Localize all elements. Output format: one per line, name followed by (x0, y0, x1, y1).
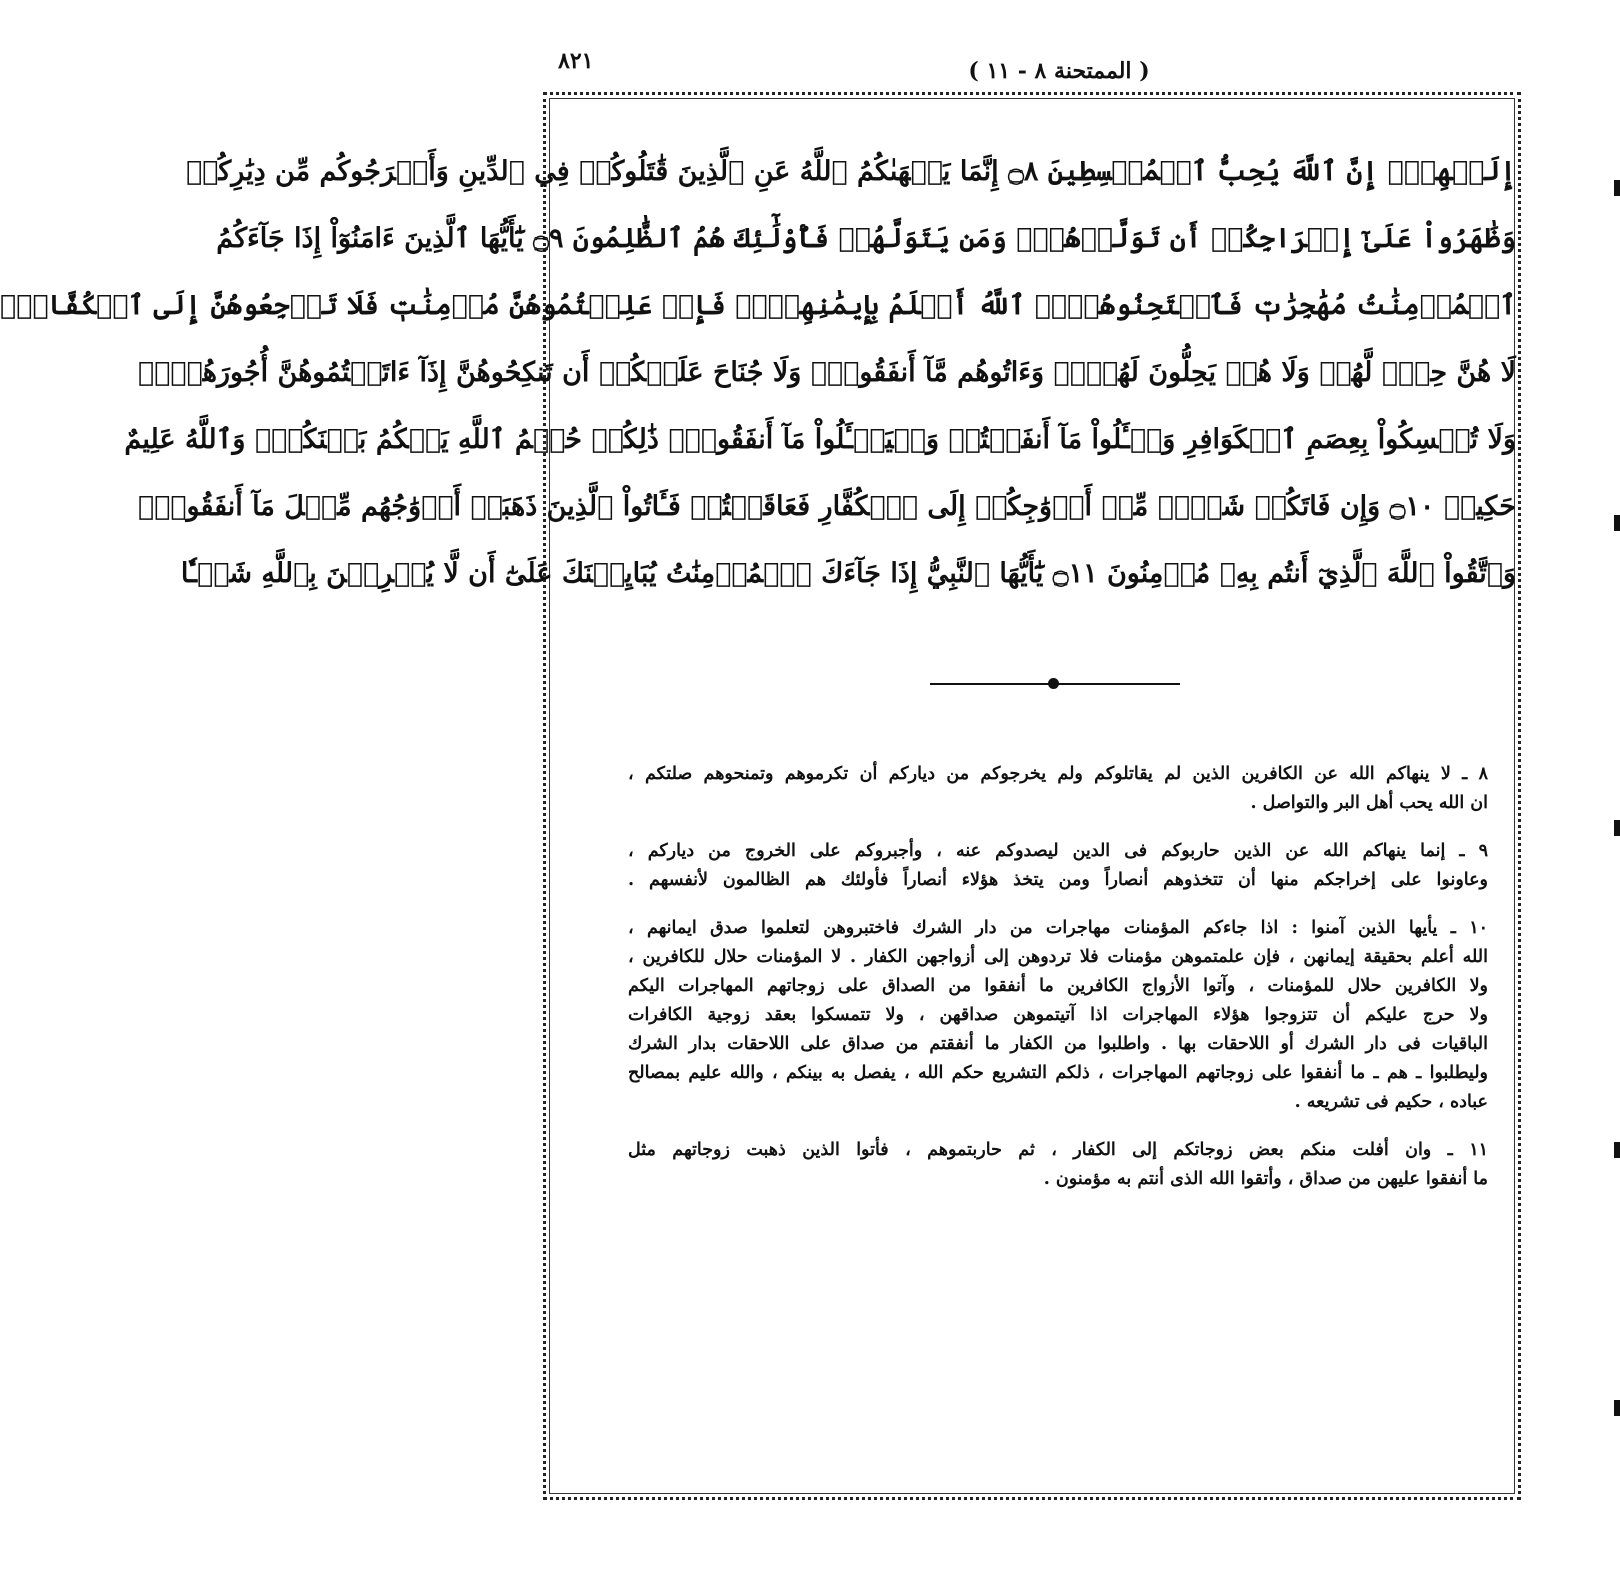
note-line: ان الله يحب أهل البر والتواصل . (1250, 793, 1488, 813)
note-line: ١٠ ـ يأيها الذين آمنوا : اذا جاءكم المؤمنات مهاجرات من دار الشرك فاختبروهن لتعلموا صدق ايمانهم ، (628, 918, 1488, 938)
note-line: ٩ ـ إنما ينهاكم الله عن الذين حاربوكم فى الدين ليصدوكم عنه ، وأجبروكم على الخروج من دياركم ، (628, 841, 1488, 861)
margin-mark (1614, 515, 1620, 531)
verse-line-3: ٱلۡمُؤۡمِنَٰتُ مُهَٰجِرَٰتٖ فَٱمۡتَحِنُوهُنَّۖ ٱللَّهُ أَعۡلَمُ بِإِيمَٰنِهِنَّۖ فَإِنۡ عَلِمۡتُمُوهُنَّ مُؤۡمِنَٰتٖ فَلَا تَرۡجِعُوهُنَّ إِلَى ٱلۡكُفَّارِۖ (0, 290, 1516, 321)
commentary-note-9 (628, 837, 1488, 895)
section-divider-dot (1048, 678, 1059, 689)
page-header: ( الممتحنة ٨ - ١١ ) (968, 58, 1150, 84)
note-line: وليطلبوا ـ هم ـ ما أنفقوا على زوجاتهم المهاجرات ، ذلكم التشريع حكم الله ، يفصل به بينكم ، والله عليم بمصالح (628, 1063, 1488, 1083)
margin-mark (1614, 1142, 1620, 1158)
commentary-note-8 (628, 760, 1488, 818)
margin-mark (1614, 1400, 1620, 1416)
verse-line-2: وَظَٰهَرُواْ عَلَىٰٓ إِخۡرَاجِكُمۡ أَن تَوَلَّوۡهُمۡۚ وَمَن يَتَوَلَّهُمۡ فَأُوْلَٰٓئِكَ هُمُ ٱلظَّٰلِمُونَ ۝٩ يَٰٓأَيُّهَا ٱلَّذِينَ ءَامَنُوٓاْ إِذَا جَآءَكُمُ (216, 223, 1516, 254)
verse-line-4: لَا هُنَّ حِلّٞ لَّهُمۡ وَلَا هُمۡ يَحِلُّونَ لَهُنَّۖ وَءَاتُوهُم مَّآ أَنفَقُواْۚ وَلَا جُنَاحَ عَلَيۡكُمۡ أَن تَنكِحُوهُنَّ إِذَآ ءَاتَيۡتُمُوهُنَّ أُجُورَهُنَّۚ (137, 357, 1516, 388)
verse-line-6: حَكِيمٞ ۝١٠ وَإِن فَاتَكُمۡ شَيۡءٞ مِّنۡ أَزۡوَٰجِكُمۡ إِلَى ٱلۡكُفَّارِ فَعَاقَبۡتُمۡ فَـَٔاتُواْ ٱلَّذِينَ ذَهَبَتۡ أَزۡوَٰجُهُم مِّثۡلَ مَآ أَنفَقُواْۚ (137, 491, 1516, 522)
margin-mark (1614, 180, 1620, 196)
commentary-block (628, 760, 1488, 1213)
verse-line-1: إِلَيۡهِمۡۚ إِنَّ ٱللَّهَ يُحِبُّ ٱلۡمُقۡسِطِينَ ۝٨ إِنَّمَا يَنۡهَىٰكُمُ ٱللَّهُ عَنِ ٱلَّذِينَ قَٰتَلُوكُمۡ فِي ٱلدِّينِ وَأَخۡرَجُوكُم مِّن دِيَٰرِكُمۡ (185, 156, 1516, 187)
verse-line-7: وَٱتَّقُواْ ٱللَّهَ ٱلَّذِيٓ أَنتُم بِهِۦ مُؤۡمِنُونَ ۝١١ يَٰٓأَيُّهَا ٱلنَّبِيُّ إِذَا جَآءَكَ ٱلۡمُؤۡمِنَٰتُ يُبَايِعۡنَكَ عَلَىٰٓ أَن لَّا يُشۡرِكۡنَ بِٱللَّهِ شَيۡـٔٗا (180, 558, 1516, 589)
margin-mark (1614, 820, 1620, 836)
note-line: ٨ ـ لا ينهاكم الله عن الكافرين الذين لم يقاتلوكم ولم يخرجوكم من دياركم أن تكرموهم وتمنحوهم صلتكم ، (628, 764, 1488, 784)
verse-block (0, 138, 1516, 607)
note-line: ما أنفقوا عليهن من صداق ، وأتقوا الله الذى أنتم به مؤمنون . (1043, 1169, 1488, 1189)
note-line: ١١ ـ وان أفلت منكم بعض زوجاتكم إلى الكفار ، ثم حاربتموهم ، فأتوا الذين ذهبت زوجاتهم مثل (628, 1140, 1488, 1160)
page-number: ٨٢١ (558, 48, 594, 74)
verse-line-5: وَلَا تُمۡسِكُواْ بِعِصَمِ ٱلۡكَوَافِرِ وَسۡـَٔلُواْ مَآ أَنفَقۡتُمۡ وَلۡيَسۡـَٔلُواْ مَآ أَنفَقُواْۚ ذَٰلِكُمۡ حُكۡمُ ٱللَّهِ يَحۡكُمُ بَيۡنَكُمۡۖ وَٱللَّهُ عَلِيمٌ (124, 424, 1516, 455)
note-line: ولا الكافرين حلال للمؤمنات ، وآتوا الأزواج الكافرين ما أنفقوا من الصداق على زوجاتهم المهاجرات اليكم (628, 976, 1488, 996)
note-line: الباقيات فى دار الشرك أو اللاحقات بها . واطلبوا من الكفار ما أنفقتم من صداق على اللاحقات بدار الشرك (628, 1034, 1488, 1054)
note-line: وعاونوا على إخراجكم منها أن تتخذوهم أنصاراً ومن يتخذ هؤلاء أنصاراً فأولئك هم الظالمون لأنفسهم . (628, 870, 1488, 890)
commentary-note-11 (628, 1136, 1488, 1194)
note-line: الله أعلم بحقيقة إيمانهن ، فإن علمتموهن مؤمنات فلا تردوهن إلى أزواجهن الكفار . لا المؤمنات حلال للكافرين ، (628, 947, 1488, 967)
note-line: ولا حرج عليكم أن تتزوجوا هؤلاء المهاجرات اذا آتيتموهن صداقهن ، ولا تتمسكوا بعقد زوجية الكافرات (628, 1005, 1488, 1025)
commentary-note-10 (628, 914, 1488, 1117)
note-line: عباده ، حكيم فى تشريعه . (1294, 1092, 1488, 1112)
